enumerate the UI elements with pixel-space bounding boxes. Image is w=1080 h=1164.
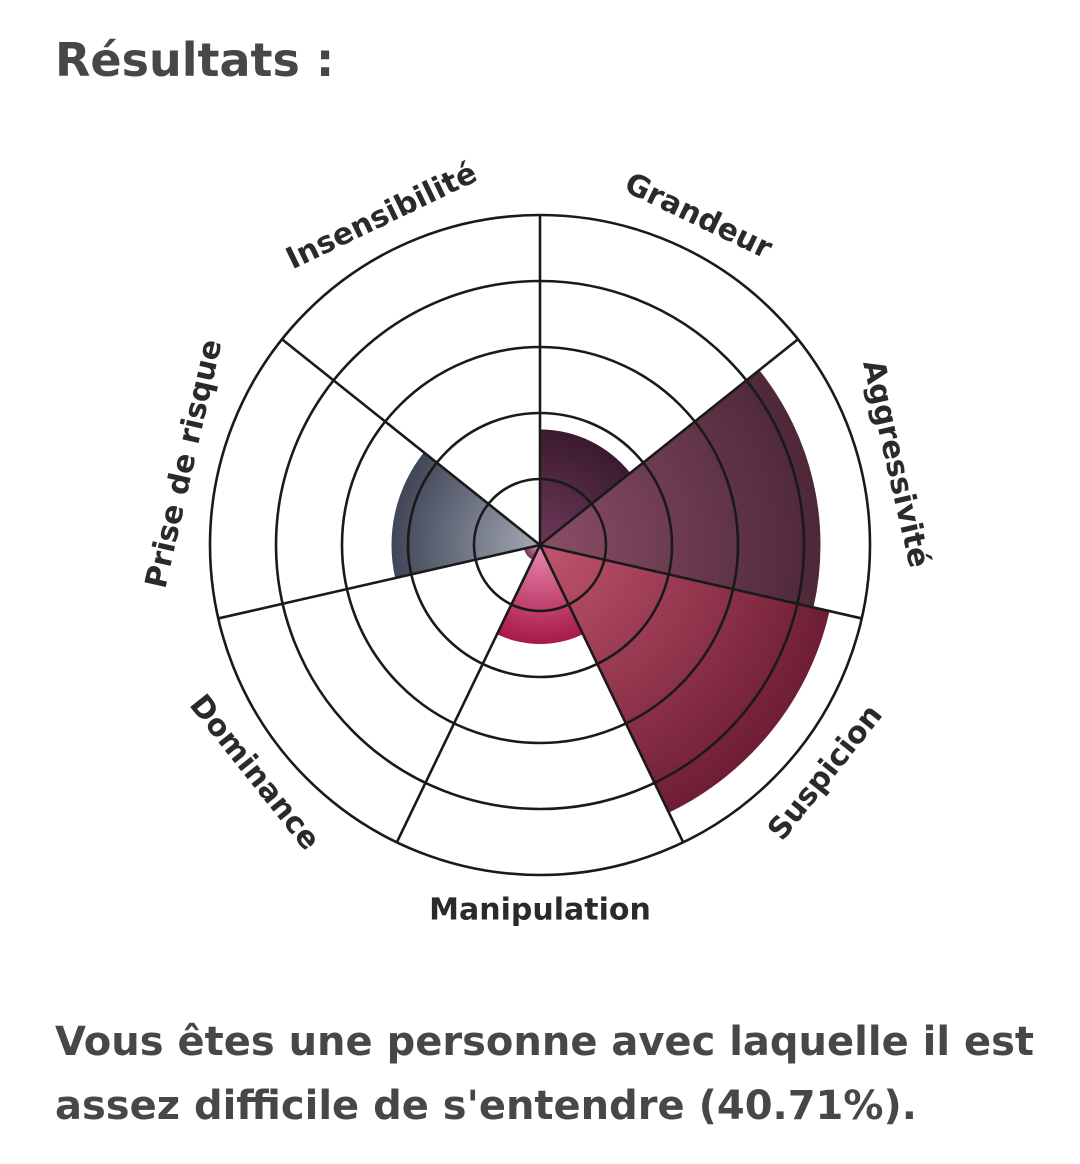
category-label-manipulation: Manipulation [429, 892, 651, 928]
category-label-dominance: Dominance [182, 688, 327, 858]
sector-prise-de-risque [391, 452, 540, 578]
result-text: Vous êtes une personne avec laquelle il est assez difficile de s'entendre (40.71%). [55, 1019, 1035, 1129]
category-label-insensibilite: Insensibilité [280, 155, 483, 277]
grid-spoke-6 [218, 545, 540, 618]
category-label-grandeur: Grandeur [619, 165, 778, 267]
category-label-suspicion: Suspicion [760, 698, 890, 848]
page-title: Résultats : [55, 33, 335, 87]
category-label-aggressivite: Aggressivité [855, 356, 937, 571]
grid-spoke-5 [397, 545, 540, 842]
sectors-layer [391, 370, 829, 812]
category-label-prise-de-risque: Prise de risque [138, 336, 230, 592]
